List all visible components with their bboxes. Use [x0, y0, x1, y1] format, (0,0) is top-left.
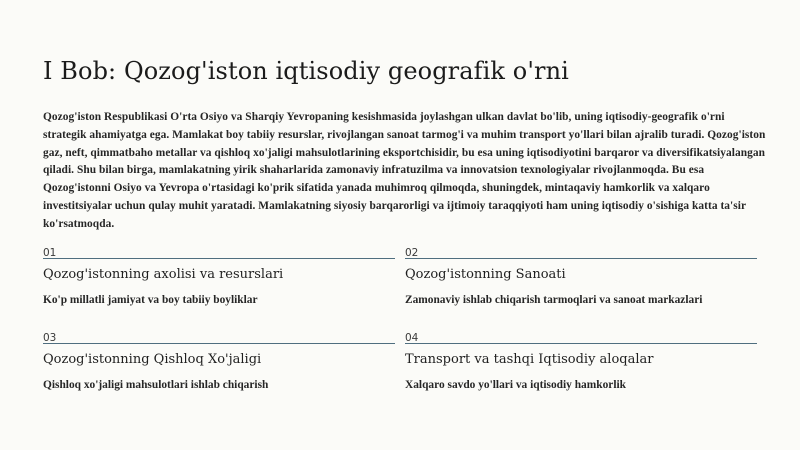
topic-card-4: [405, 331, 757, 401]
card-number: 04: [405, 332, 419, 344]
card-number: 02: [405, 247, 419, 259]
card-description: Ko'p millatli jamiyat va boy tabiiy boyliklar: [43, 294, 258, 306]
card-title: Transport va tashqi Iqtisodiy aloqalar: [405, 352, 654, 367]
intro-paragraph: Qozog'iston Respublikasi O'rta Osiyo va Sharqiy Yevropaning kesishmasida joylashgan ulkan davlat bo'lib, uning iqtisodiy-geografik o'rni strategik ahamiyatga ega. Mamlakat boy tabiiy resurslar, rivojlangan sanoat tarmog'i va muhim transport yo'llari bilan ajralib turadi. Qozog'iston gaz, neft, qimmatbaho metallar va qishloq xo'jaligi mahsulotlarining eksportchisidir, bu esa uning iqtisodiyotini barqaror va diversifikatsiyalangan qiladi. Shu bilan birga, mamlakatning yirik shaharlarida zamonaviy infratuzilma va innovatsion texnologiyalar rivojlanmoqda. Bu esa Qozog'istonni Osiyo va Yevropa o'rtasidagi ko'prik sifatida yanada muhimroq qilmoqda, shuningdek, mintaqaviy hamkorlik va xalqaro investitsiyalar uchun qulay muhit yaratadi. Mamlakatning siyosiy barqarorligi va ijtimoiy taraqqiyoti ham uning iqtisodiy o'sishiga katta ta'sir ko'rsatmoqda.: [43, 111, 766, 230]
card-title: Qozog'istonning axolisi va resurslari: [43, 267, 284, 282]
card-description: Xalqaro savdo yo'llari va iqtisodiy hamkorlik: [405, 379, 626, 391]
topic-card-3: [43, 331, 395, 401]
topic-card-1: [43, 246, 395, 316]
card-title: Qozog'istonning Qishloq Xo'jaligi: [43, 352, 262, 367]
card-title: Qozog'istonning Sanoati: [405, 267, 566, 282]
card-divider: [43, 343, 395, 344]
card-divider: [405, 343, 757, 344]
card-divider: [405, 258, 757, 259]
card-divider: [43, 258, 395, 259]
slide-title: I Bob: Qozog'iston iqtisodiy geografik o'rni: [43, 57, 569, 85]
card-description: Zamonaviy ishlab chiqarish tarmoqlari va sanoat markazlari: [405, 294, 703, 306]
card-description: Qishloq xo'jaligi mahsulotlari ishlab chiqarish: [43, 379, 269, 391]
card-number: 03: [43, 332, 57, 344]
card-number: 01: [43, 247, 57, 259]
topic-card-2: [405, 246, 757, 316]
